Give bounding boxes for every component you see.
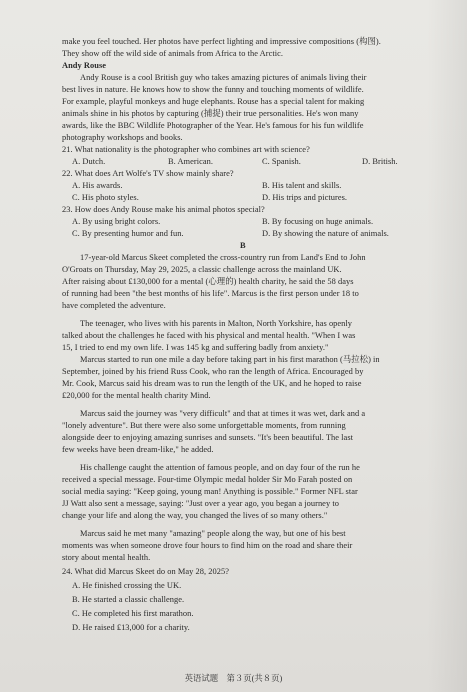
text-line: 17-year-old Marcus Skeet completed the cross-country run from Land's End to John: [80, 253, 366, 262]
text-line: "lonely adventure". But there were also some unforgettable moments, from running: [62, 421, 346, 430]
q23-option-a: A. By using bright colors.: [72, 217, 161, 226]
text-line: For example, playful monkeys and huge elephants. Rouse has a special talent for making: [62, 97, 365, 106]
page-footer: 英语试题 第３页(共８页): [184, 674, 283, 683]
section-b-heading: B: [240, 241, 246, 250]
text-line: Marcus started to run one mile a day before taking part in his first marathon (马拉松) in: [80, 355, 380, 364]
text-line: His challenge caught the attention of famous people, and on day four of the run he: [80, 463, 360, 472]
q21-option-c: C. Spanish.: [262, 157, 301, 166]
q21-option-d: D. British.: [362, 157, 398, 166]
question-21: 21. What nationality is the photographer who combines art with science?: [62, 145, 310, 154]
text-line: social media saying: "Keep going, young man! Anything is possible." Former NFL star: [62, 487, 358, 496]
q23-option-d: D. By showing the nature of animals.: [262, 229, 389, 238]
text-line: have completed the adventure.: [62, 301, 166, 310]
q22-option-a: A. His awards.: [72, 181, 123, 190]
text-line: make you feel touched. Her photos have perfect lighting and impressive compositions (构图).: [62, 37, 381, 46]
q24-option-d: D. He raised ₤13,000 for a charity.: [72, 623, 190, 632]
text-line: The teenager, who lives with his parents in Malton, North Yorkshire, has openly: [80, 319, 353, 328]
text-line: JJ Watt also sent a message, saying: "Just over a year ago, you began a journey to: [62, 499, 339, 508]
text-line: photography workshops and books.: [62, 133, 183, 142]
q24-option-b: B. He started a classic challenge.: [72, 595, 185, 604]
text-line: few weeks have been dream-like," he added.: [62, 445, 214, 454]
text-line: Andy Rouse is a cool British guy who takes amazing pictures of animals living their: [80, 73, 367, 82]
q21-option-b: B. American.: [168, 157, 214, 166]
text-line: alongside deer to enjoying amazing sunrises and sunsets. "It's been beautiful. The last: [62, 433, 354, 442]
text-line: of running had been "the best months of his life". Marcus is the first person under 18 to: [62, 289, 359, 298]
q22-option-d: D. His trips and pictures.: [262, 193, 348, 202]
section-heading: Andy Rouse: [62, 61, 107, 70]
text-line: O'Groats on Thursday, May 29, 2025, a classic challenge across the mainland UK.: [62, 265, 342, 274]
question-23: 23. How does Andy Rouse make his animal photos special?: [62, 205, 265, 214]
text-line: received a special message. Four-time Olympic medal holder Sir Mo Farah posted on: [62, 475, 353, 484]
text-line: 15, I tried to end my own life. I was 145 kg and suffering badly from anxiety.": [62, 343, 329, 352]
question-24: 24. What did Marcus Skeet do on May 28, 2025?: [62, 567, 230, 576]
q21-option-a: A. Dutch.: [72, 157, 106, 166]
text-line: They show off the wild side of animals from Africa to the Arctic.: [62, 49, 284, 58]
text-line: animals shine in his photos by capturing (捕捉) their true personalities. He's won many: [62, 109, 359, 118]
q24-option-c: C. He completed his first marathon.: [72, 609, 194, 618]
text-line: Marcus said he met many "amazing" people along the way, but one of his best: [80, 529, 346, 538]
q24-option-a: A. He finished crossing the UK.: [72, 581, 182, 590]
q23-option-c: C. By presenting humor and fun.: [72, 229, 184, 238]
text-line: ₤20,000 for the mental health charity Mind.: [62, 391, 211, 400]
q22-option-b: B. His talent and skills.: [262, 181, 342, 190]
q23-option-b: B. By focusing on huge animals.: [262, 217, 374, 226]
text-line: moments was when someone drove four hours to find him on the road and share their: [62, 541, 353, 550]
text-line: change your life and along the way, you changed the lives of so many others.": [62, 511, 328, 520]
text-line: story about mental health.: [62, 553, 151, 562]
q22-option-c: C. His photo styles.: [72, 193, 139, 202]
text-line: best lives in nature. He knows how to show the funny and touching moments of wildlife.: [62, 85, 364, 94]
text-line: September, joined by his friend Russ Cook, who ran the length of Africa. Encouraged by: [62, 367, 364, 376]
text-line: awards, like the BBC Wildlife Photographer of the Year. He's famous for his fun wildlife: [62, 121, 364, 130]
text-line: talked about the challenges he faced with his physical and mental health. "When I was: [62, 331, 356, 340]
question-22: 22. What does Art Wolfe's TV show mainly share?: [62, 169, 234, 178]
text-line: Mr. Cook, Marcus said his dream was to run the length of the UK, and he hoped to raise: [62, 379, 362, 388]
text-line: After raising about ₤130,000 for a mental (心理的) health charity, he said the 58 days: [62, 277, 354, 286]
text-line: Marcus said the journey was "very difficult" and that at times it was wet, dark and a: [80, 409, 366, 418]
